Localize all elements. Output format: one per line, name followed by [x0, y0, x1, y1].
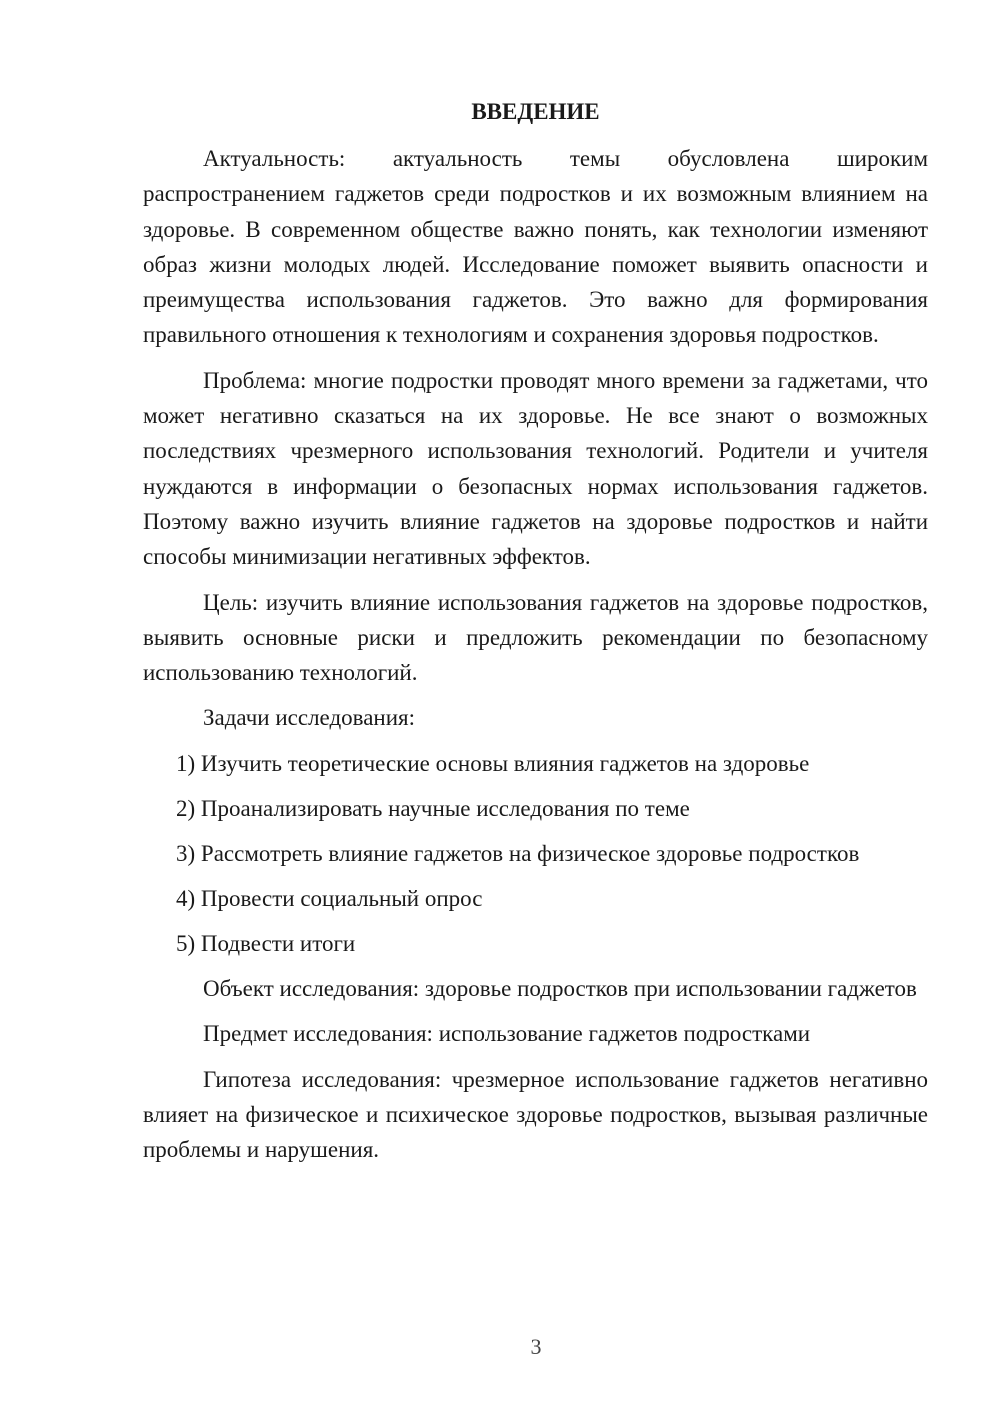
task-item: 2) Проанализировать научные исследования по теме: [176, 795, 690, 821]
relevance-paragraph: Актуальность: актуальность темы обусловлена широким распространением гаджетов среди подростков и их возможным влиянием на здоровье. В современном обществе важно понять, как технологии изменяют образ жизни молодых людей. Исследование поможет выявить опасности и преимущества использования гаджетов. Это важно для формирования правильного отношения к технологиям и сохранения здоровья подростков.: [143, 146, 928, 348]
task-item: 3) Рассмотреть влияние гаджетов на физическое здоровье подростков: [176, 840, 860, 866]
page-content: [143, 97, 928, 1177]
tasks-list: [143, 746, 928, 961]
task-item: 4) Провести социальный опрос: [176, 885, 483, 911]
page-number: 3: [530, 1334, 542, 1359]
object-paragraph: Объект исследования: здоровье подростков при использовании гаджетов: [203, 975, 917, 1001]
goal-paragraph: Цель: изучить влияние использования гаджетов на здоровье подростков, выявить основные риски и предложить рекомендации по безопасному использованию технологий.: [143, 589, 928, 686]
subject-paragraph: Предмет исследования: использование гаджетов подростками: [203, 1021, 811, 1047]
task-item: 5) Подвести итоги: [176, 930, 356, 956]
section-heading: ВВЕДЕНИЕ: [471, 99, 600, 124]
tasks-label: Задачи исследования:: [203, 705, 416, 731]
hypothesis-paragraph: Гипотеза исследования: чрезмерное использование гаджетов негативно влияет на физическое и психическое здоровье подростков, вызывая различные проблемы и нарушения.: [143, 1066, 928, 1163]
problem-paragraph: Проблема: многие подростки проводят много времени за гаджетами, что может негативно сказаться на их здоровье. Не все знают о возможных последствиях чрезмерного использования технологий. Родители и учителя нуждаются в информации о безопасных нормах использования гаджетов. Поэтому важно изучить влияние гаджетов на здоровье подростков и найти способы минимизации негативных эффектов.: [143, 367, 928, 570]
task-item: 1) Изучить теоретические основы влияния гаджетов на здоровье: [176, 750, 810, 776]
